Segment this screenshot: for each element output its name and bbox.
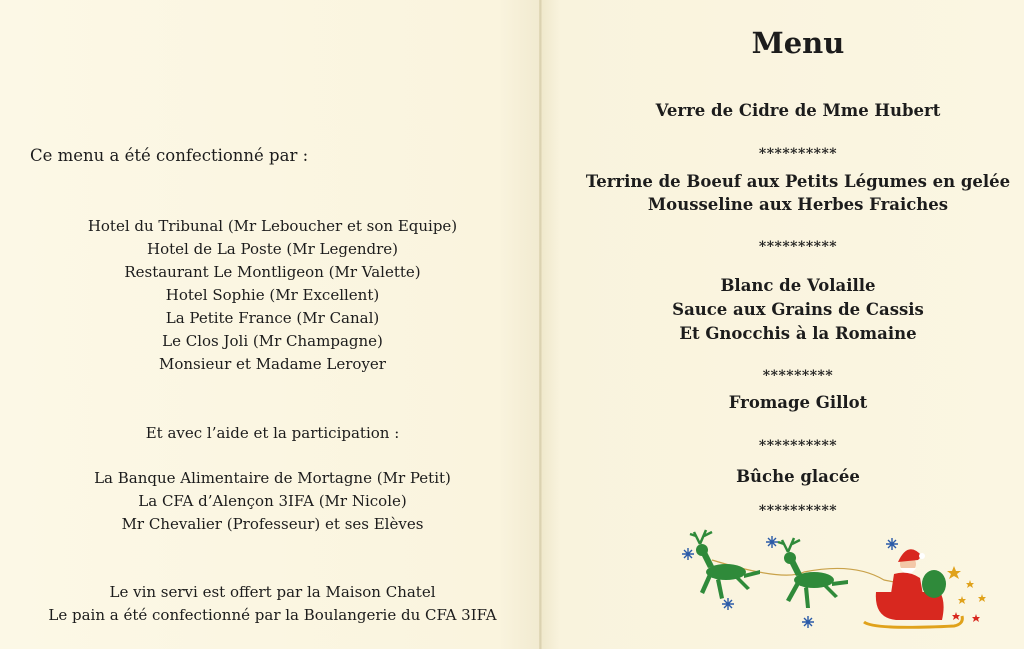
contributor-item: La Petite France (Mr Canal) [165, 309, 380, 327]
helper-item: La CFA d’Alençon 3IFA (Mr Nicole) [138, 492, 407, 510]
page-fold [539, 0, 542, 649]
menu-title: Menu [751, 26, 845, 60]
main-line-1: Blanc de Volaille [720, 276, 876, 295]
contributor-item: Hotel Sophie (Mr Excellent) [165, 286, 380, 304]
footer-line: Le pain a été confectionné par la Boulangerie du CFA 3IFA [48, 606, 497, 624]
dessert-course: Bûche glacée [736, 467, 860, 486]
reindeer-icon [690, 530, 760, 599]
star-icon [947, 566, 986, 604]
help-heading [20, 422, 525, 445]
reindeer-icon [778, 538, 848, 608]
starter-line-2: Mousseline aux Herbes Fraiches [647, 195, 949, 214]
separator: ********* [762, 368, 834, 384]
cheese-course: Fromage Gillot [728, 393, 868, 412]
contributors-list [20, 215, 525, 376]
separator: ********** [758, 438, 838, 454]
contributor-item: Hotel du Tribunal (Mr Leboucher et son Equipe) [87, 217, 458, 235]
separator: ********** [758, 503, 838, 519]
contributor-item: Hotel de La Poste (Mr Legendre) [146, 240, 398, 258]
separator: ********** [758, 146, 838, 162]
main-line-3: Et Gnocchis à la Romaine [679, 324, 917, 343]
footer-notes [20, 581, 525, 627]
aperitif: Verre de Cidre de Mme Hubert [655, 101, 941, 120]
separator: ********** [758, 239, 838, 255]
santa-sleigh-reindeer-icon [664, 522, 994, 642]
contributor-item: Le Clos Joli (Mr Champagne) [162, 332, 383, 350]
contributor-item: Restaurant Le Montligeon (Mr Valette) [124, 263, 421, 281]
help-heading-text: Et avec l’aide et la participation : [145, 424, 400, 442]
helper-item: La Banque Alimentaire de Mortagne (Mr Petit) [94, 469, 451, 487]
starter-line-1: Terrine de Boeuf aux Petits Légumes en gelée [585, 172, 1011, 191]
helper-item: Mr Chevalier (Professeur) et ses Elèves [121, 515, 424, 533]
main-line-2: Sauce aux Grains de Cassis [672, 300, 924, 319]
intro-text: Ce menu a été confectionné par : [30, 146, 309, 165]
contributor-item: Monsieur et Madame Leroyer [159, 355, 386, 373]
footer-line: Le vin servi est offert par la Maison Chatel [109, 583, 436, 601]
helpers-list [20, 467, 525, 536]
